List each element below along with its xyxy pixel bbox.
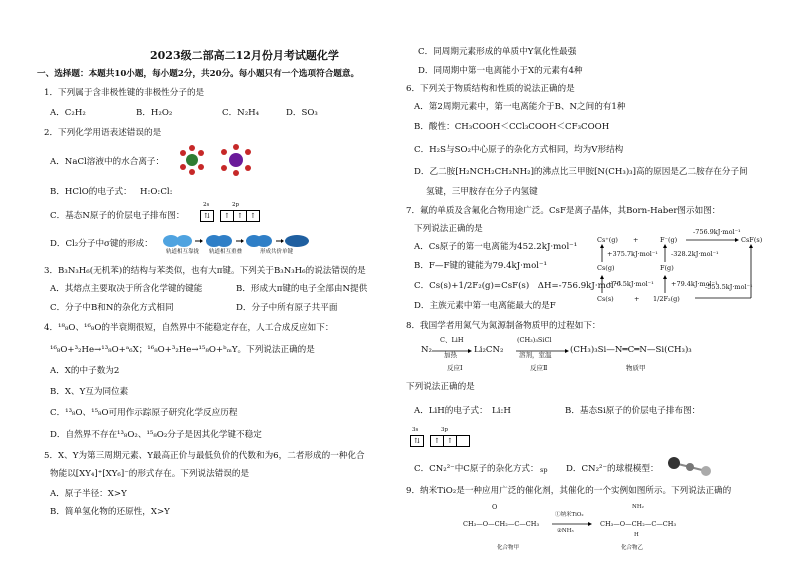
- q2-option-b: B．HClO的电子式：: [50, 187, 132, 197]
- bh-csf: CsF(s): [741, 236, 763, 244]
- q9-h: H: [634, 532, 639, 538]
- q9-caption-a: 化合物甲: [497, 545, 520, 551]
- bh-plus: +: [633, 236, 639, 244]
- q3-stem: 3．B₃N₃H₆(无机苯)的结构与苯类似，也有大π键。下列关于B₃N₃H₆的说法错误的是: [44, 266, 366, 276]
- bh-cs-solid: Cs(s): [597, 295, 614, 303]
- q8-option-c: C．CN₂²⁻中C原子的杂化方式：: [414, 464, 539, 474]
- q8-product: (CH₃)₃Si—N═C═N—Si(CH₃)₃: [570, 345, 692, 355]
- q4-stem: 4．¹⁸₈O、¹⁶₈O的半衰期很短，自然界中不能稳定存在，人工合成反应如下：: [44, 323, 334, 333]
- q3-option-a: A．其熔点主要取决于所含化学键的键能: [50, 284, 203, 294]
- q8-intermediate: Li₂CN₂: [474, 345, 504, 355]
- q9-stem: 9．纳米TiO₂是一种应用广泛的催化剂，其催化的一个实例如图所示。下列说法正确的: [406, 486, 732, 496]
- sigma-caption-2: 轨道相互重叠: [209, 249, 243, 255]
- q7-option-d: D．主族元素中第一电离能最大的是F: [414, 301, 556, 311]
- bh-cs-gas: Cs(g): [597, 264, 615, 272]
- si-label-3s: 3s: [412, 427, 419, 433]
- q6-stem: 6．下列关于物质结构和性质的说法正确的是: [406, 84, 575, 94]
- bh-e5: -553.5kJ·mol⁻¹: [705, 283, 753, 291]
- orbital-box-2p-2: ↑: [233, 210, 247, 222]
- q6-option-a: A．第2周期元素中，第一电离能介于B、N之间的有1种: [414, 102, 626, 112]
- q1-option-b: B．H₂O₂: [136, 108, 173, 118]
- q5-option-b: B．简单氢化物的还原性，X>Y: [50, 507, 170, 517]
- q9-compound-a: CH₃—O—CH₂—C—CH₃: [463, 520, 540, 528]
- bh-plus-2: +: [634, 295, 640, 303]
- si-orbital-3p-2: ↑: [443, 435, 457, 447]
- bh-e4: +79.4kJ·mol⁻¹: [671, 280, 718, 288]
- q1-stem: 1．下列属于含非极性键的非极性分子的是: [44, 88, 205, 98]
- q7-option-a: A．Cs原子的第一电离能为452.2kJ·mol⁻¹: [414, 242, 578, 252]
- q5-stem: 5．X、Y为第三周期元素、Y最高正价与最低负价的代数和为6，二者形成的一种化合: [44, 451, 365, 461]
- q8-reagent-2: (CH₃)₃SiCl: [517, 336, 552, 344]
- page-title: 2023级二部高二12月份月考试题化学: [150, 49, 339, 62]
- q7-stem-cont: 下列说法正确的是: [414, 224, 483, 234]
- bh-e3: +76.5kJ·mol⁻¹: [607, 280, 654, 288]
- orbital-box-2p-3: ↑: [246, 210, 260, 222]
- si-orbital-3p-1: ↑: [430, 435, 444, 447]
- bh-f2: 1/2F₂(g): [653, 295, 680, 303]
- q8-option-b: B．基态Si原子的价层电子排布图：: [565, 406, 701, 416]
- q4-option-b: B．X、Y互为同位素: [50, 387, 129, 397]
- q9-nh2: NH₂: [632, 504, 644, 510]
- bh-f-gas: F(g): [660, 264, 674, 272]
- q8-stem: 8．我国学者用氮气为氮源制备物质甲的过程如下：: [406, 321, 601, 331]
- bh-e1: +375.7kJ·mol⁻¹: [607, 250, 658, 258]
- q8-label-reaction-2: 反应Ⅱ: [530, 364, 548, 372]
- q5-stem-cont: 物能以[XY₄]⁺[XY₆]⁻的形式存在。下列说法错误的是: [50, 469, 250, 479]
- q2-option-c: C．基态N原子的价层电子排布图：: [50, 211, 185, 221]
- q8-arrows: [430, 349, 570, 355]
- hydrated-ions-image: [178, 143, 258, 177]
- orbital-box-2p-1: ↑: [220, 210, 234, 222]
- ball-stick-model: [666, 455, 716, 477]
- bh-lattice-energy: -756.9kJ·mol⁻¹: [693, 228, 741, 236]
- q7-stem: 7．氟的单质及含氟化合物用途广泛。CsF是离子晶体，其Born-Haber图示如图：: [406, 206, 721, 216]
- q8-stem-cont: 下列说法正确的是: [406, 382, 475, 392]
- si-orbital-3p-3: [456, 435, 470, 447]
- sigma-caption-1: 轨道相互靠拢: [166, 249, 200, 255]
- q9-step-2: ②NH₃: [557, 528, 574, 534]
- q8-condition-1: 加热: [444, 351, 457, 359]
- q8-label-product: 物质甲: [626, 364, 646, 372]
- q8-label-reaction-1: 反应Ⅰ: [447, 364, 463, 372]
- q5-option-a: A．原子半径：X>Y: [50, 489, 127, 499]
- sigma-caption-3: 形成共价单键: [260, 249, 294, 255]
- q4-option-a: A．X的中子数为2: [50, 366, 120, 376]
- q3-option-c: C．分子中B和N的杂化方式相同: [50, 303, 174, 313]
- hclo-electron-formula: H:O:Cl:: [140, 187, 173, 197]
- q5-option-c: C．同周期元素形成的单质中Y氧化性最强: [418, 47, 577, 57]
- sigma-bond-image: [162, 234, 312, 248]
- q1-option-c: C．N₂H₄: [222, 108, 260, 118]
- q4-option-c: C．¹³₈O、¹⁵₈O可用作示踪原子研究化学反应历程: [50, 408, 238, 418]
- q8-option-d: D．CN₂²⁻的球棍模型：: [566, 464, 659, 474]
- q4-option-d: D．自然界不存在¹³₈O₂、¹⁵₈O₂分子是因其化学键不稳定: [50, 430, 262, 440]
- q8-option-c-answer: sp: [540, 466, 548, 474]
- q6-option-d-cont: 氢键，三甲胺存在分子内氢键: [426, 187, 538, 197]
- orbital-label-2s: 2s: [203, 202, 210, 208]
- bh-cs-ion: Cs⁺(g): [597, 236, 618, 244]
- q2-option-d: D．Cl₂分子中σ键的形成：: [50, 239, 153, 249]
- q6-option-c: C．H₂S与SO₂中心原子的杂化方式相同，均为V形结构: [414, 145, 624, 155]
- q1-option-d: D．SO₃: [286, 108, 318, 118]
- si-orbital-3s: ⇅: [410, 435, 424, 447]
- q4-equation: ¹⁶₈O+³₂He→¹³₈O+ᵃ₆X；¹⁶₈O+³₂He→¹⁵₈O+ᵇₘY。下列说法正确的是: [50, 345, 315, 355]
- q2-stem: 2．下列化学用语表述错误的是: [44, 128, 162, 138]
- q9-arrow: [550, 522, 594, 528]
- q8-n2: N₂: [421, 345, 432, 355]
- q8-reagent-1: C、LiH: [440, 336, 464, 344]
- orbital-box-2s: ⇅: [200, 210, 214, 222]
- q3-option-b: B．形成大π键的电子全部由N提供: [236, 284, 368, 294]
- q7-option-b: B．F—F键的键能为79.4kJ·mol⁻¹: [414, 261, 547, 271]
- q3-option-d: D．分子中所有原子共平面: [236, 303, 338, 313]
- bh-e2: -328.2kJ·mol⁻¹: [671, 250, 719, 258]
- q9-carbonyl-o: O: [492, 503, 498, 511]
- q6-option-d: D．乙二胺[H₂NCH₂CH₂NH₂]的沸点比三甲胺[N(CH₃)₃]高的原因是乙二胺存在分子间: [414, 167, 748, 177]
- q6-option-b: B．酸性：CH₃COOH＜CCl₃COOH＜CF₃COOH: [414, 122, 610, 132]
- section-heading: 一、选择题：本题共10小题，每小题2分，共20分。每小题只有一个选项符合题意。: [37, 69, 360, 79]
- q2-option-a: A．NaCl溶液中的水合离子：: [50, 157, 165, 167]
- q8-condition-2: 溶剂，室温: [519, 351, 552, 359]
- si-label-3p: 3p: [441, 427, 449, 433]
- q9-step-1: ①纳米TiO₂: [555, 512, 584, 518]
- q5-option-d: D．同周期中第一电离能小于X的元素有4种: [418, 66, 583, 76]
- bh-arrows: [595, 230, 765, 305]
- q9-compound-b: CH₃—O—CH₂—C—CH₃: [600, 520, 677, 528]
- bh-f-ion: F⁻(g): [660, 236, 678, 244]
- q9-caption-b: 化合物乙: [621, 545, 644, 551]
- q7-option-c: C．Cs(s)+1/2F₂(g)=CsF(s) ΔH=-756.9kJ·mol⁻¹: [414, 281, 622, 291]
- orbital-label-2p: 2p: [232, 202, 240, 208]
- q1-option-a: A．C₂H₂: [50, 108, 86, 118]
- q8-option-a: A．LiH的电子式： Li:H: [414, 406, 511, 416]
